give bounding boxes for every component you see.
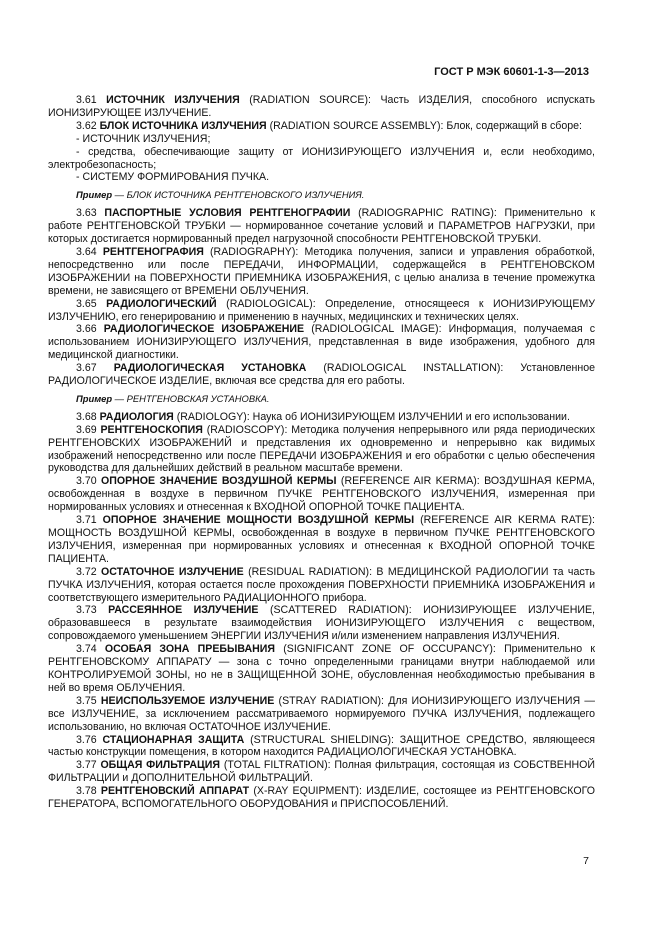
entry-3-62: 3.62 БЛОК ИСТОЧНИКА ИЗЛУЧЕНИЯ (RADIATION SOURCE ASSEMBLY): Блок, содержащий в сборе: — [76, 119, 582, 132]
list-item: - СИСТЕМУ ФОРМИРОВАНИЯ ПУЧКА. — [76, 171, 270, 184]
term: СТАЦИОНАРНАЯ ЗАЩИТА — [102, 733, 245, 746]
term: ОСОБАЯ ЗОНА ПРЕБЫВАНИЯ — [104, 643, 276, 656]
term: РАДИОЛОГИЧЕСКАЯ УСТАНОВКА — [113, 362, 307, 375]
term: РАДИОЛОГИЧЕСКОЕ ИЗОБРАЖЕНИЕ — [103, 323, 305, 336]
term: ИСТОЧНИК ИЗЛУЧЕНИЯ — [106, 94, 240, 106]
entry-3-61: 3.61 ИСТОЧНИК ИЗЛУЧЕНИЯ (RADIATION SOURCE): Часть ИЗДЕЛИЯ, способного испускать ИОНИЗИРУЮЩЕЕ ИЗЛУЧЕНИЕ. — [48, 94, 595, 119]
example-note: Пример — РЕНТГЕНОВСКАЯ УСТАНОВКА. — [76, 392, 270, 404]
document-body — [48, 94, 595, 811]
term: РАДИОЛОГИЯ — [99, 410, 174, 423]
term: РЕНТГЕНОГРАФИЯ — [102, 245, 204, 258]
term: РАССЕЯННОЕ ИЗЛУЧЕНИЕ — [108, 604, 259, 617]
term: ОПОРНОЕ ЗНАЧЕНИЕ ВОЗДУШНОЙ КЕРМЫ — [101, 475, 337, 488]
example-note: Пример — БЛОК ИСТОЧНИКА РЕНТГЕНОВСКОГО ИЗЛУЧЕНИЯ. — [76, 189, 365, 201]
term: ОПОРНОЕ ЗНАЧЕНИЕ МОЩНОСТИ ВОЗДУШНОЙ КЕРМЫ — [102, 514, 415, 527]
list-item: - ИСТОЧНИК ИЗЛУЧЕНИЯ; — [76, 132, 211, 145]
term: ОБЩАЯ ФИЛЬТРАЦИЯ — [100, 759, 221, 772]
entry-3-66: 3.66 РАДИОЛОГИЧЕСКОЕ ИЗОБРАЖЕНИЕ (RADIOLOGICAL IMAGE): Информация, получаемая с использованием ИОНИЗИРУЮЩЕГО ИЗЛУЧЕНИЯ, представленная в виде изображения, удобного для медицинской диагностики. — [48, 323, 596, 362]
entry-3-71: 3.71 ОПОРНОЕ ЗНАЧЕНИЕ МОЩНОСТИ ВОЗДУШНОЙ КЕРМЫ (REFERENCE AIR KERMA RATE): МОЩНОСТЬ ВОЗДУШНОЙ КЕРМЫ, освобожденная в воздухе в первичном ПУЧКЕ РЕНТГЕНОВСКОГО ИЗЛУЧЕНИЯ, измеренная при нормированных условиях и отнесенная к ВХОДНОЙ ОПОРНОЙ ТОЧКЕ ПАЦИЕНТА. — [48, 514, 595, 565]
entry-3-73: 3.73 РАССЕЯННОЕ ИЗЛУЧЕНИЕ (SCATTERED RADIATION): ИОНИЗИРУЮЩЕЕ ИЗЛУЧЕНИЕ, образовавшееся в результате взаимодействия ИОНИЗИРУЮЩЕГО ИЗЛУЧЕНИЯ с веществом, сопровождаемого уменьшением ЭНЕРГИИ ИЗЛУЧЕНИЯ и/или изменением направления ИЗЛУЧЕНИЯ. — [48, 604, 595, 643]
term: ПАСПОРТНЫЕ УСЛОВИЯ РЕНТГЕНОГРАФИИ — [104, 207, 351, 220]
page-number: 7 — [583, 855, 589, 867]
term: РАДИОЛОГИЧЕСКИЙ — [106, 297, 217, 310]
term: НЕИСПОЛЬЗУЕМОЕ ИЗЛУЧЕНИЕ — [100, 694, 275, 707]
term: РЕНТГЕНОВСКИЙ АППАРАТ — [100, 785, 250, 798]
entry-3-75: 3.75 НЕИСПОЛЬЗУЕМОЕ ИЗЛУЧЕНИЕ (STRAY RADIATION): Для ИОНИЗИРУЮЩЕГО ИЗЛУЧЕНИЯ — все ИЗЛУЧЕНИЕ, за исключением рассматриваемого нормируемого ПУЧКА ИЗЛУЧЕНИЯ, подлежащего использованию, но включая ОСТАТОЧНОЕ ИЗЛУЧЕНИЕ. — [48, 694, 595, 733]
entry-3-78: 3.78 РЕНТГЕНОВСКИЙ АППАРАТ (X-RAY EQUIPMENT): ИЗДЕЛИЕ, состоящее из РЕНТГЕНОВСКОГО ГЕНЕРАТОРА, ВСПОМОГАТЕЛЬНОГО ОБОРУДОВАНИЯ и ПРИСПОСОБЛЕНИЙ. — [48, 785, 595, 811]
entry-3-77: 3.77 ОБЩАЯ ФИЛЬТРАЦИЯ (TOTAL FILTRATION): Полная фильтрация, состоящая из СОБСТВЕННОЙ ФИЛЬТРАЦИИ и ДОПОЛНИТЕЛЬНОЙ ФИЛЬТРАЦИЙ. — [48, 759, 595, 785]
entry-3-76: 3.76 СТАЦИОНАРНАЯ ЗАЩИТА (STRUCTURAL SHIELDING): ЗАЩИТНОЕ СРЕДСТВО, являющееся частью конструкции помещения, в котором находится РАДИАЦИОЛОГИЧЕСКАЯ УСТАНОВКА. — [48, 733, 595, 759]
entry-3-72: 3.72 ОСТАТОЧНОЕ ИЗЛУЧЕНИЕ (RESIDUAL RADIATION): В МЕДИЦИНСКОЙ РАДИОЛОГИИ та часть ПУЧКА ИЗЛУЧЕНИЯ, которая остается после прохождения ПОВЕРХНОСТИ ПРИЕМНИКА ИЗОБРАЖЕНИЯ и соответствующего измерительного РАДИАЦИОННОГО прибора. — [48, 565, 596, 604]
term: РЕНТГЕНОСКОПИЯ — [100, 423, 203, 436]
entry-3-67: 3.67 РАДИОЛОГИЧЕСКАЯ УСТАНОВКА (RADIOLOGICAL INSTALLATION): Установленное РАДИОЛОГИЧЕСКОЕ ИЗДЕЛИЕ, включая все средства для его работы. — [48, 362, 595, 388]
entry-3-68: 3.68 РАДИОЛОГИЯ (RADIOLOGY): Наука об ИОНИЗИРУЮЩЕМ ИЗЛУЧЕНИИ и его использовании. — [76, 410, 570, 423]
entry-3-69: 3.69 РЕНТГЕНОСКОПИЯ (RADIOSCOPY): Методика получения непрерывного или ряда периодических РЕНТГЕНОВСКИХ ИЗОБРАЖЕНИЙ и представления их одновременно и непрерывно как видимых изображений непосредственно или после ПЕРЕДАЧИ ИЗОБРАЖЕНИЯ и его обработки с целью обеспечения руководства для дальнейших действий в реальном масштабе времени. — [48, 423, 595, 475]
entry-3-63: 3.63 ПАСПОРТНЫЕ УСЛОВИЯ РЕНТГЕНОГРАФИИ (RADIOGRAPHIC RATING): Применительно к работе РЕНТГЕНОВСКОЙ ТРУБКИ — нормированное сочетание условий и ПАРАМЕТРОВ НАГРУЗКИ, при которых достигается нормированный предел нагрузочной способности РЕНТГЕНОВСКОЙ ТРУБКИ. — [48, 207, 596, 246]
entry-3-65: 3.65 РАДИОЛОГИЧЕСКИЙ (RADIOLOGICAL): Определение, относящееся к ИОНИЗИРУЮЩЕМУ ИЗЛУЧЕНИЮ, его генерированию и применению в научных, медицинских и технических целях. — [48, 297, 595, 323]
list-item: - средства, обеспечивающие защиту от ИОНИЗИРУЮЩЕГО ИЗЛУЧЕНИЯ и, если необходимо, электробезопасность; — [48, 145, 595, 171]
entry-3-74: 3.74 ОСОБАЯ ЗОНА ПРЕБЫВАНИЯ (SIGNIFICANT ZONE OF OCCUPANCY): Применительно к РЕНТГЕНОВСКОМУ АППАРАТУ — зона с точно определенными границами внутри наблюдаемой или КОНТРОЛИРУЕМОЙ ЗОНЫ, но не в ЗАЩИЩЕННОЙ ЗОНЕ, обусловленная необходимостью пребывания в ней во время ОБЛУЧЕНИЯ. — [48, 643, 595, 694]
term: ОСТАТОЧНОЕ ИЗЛУЧЕНИЕ — [101, 565, 244, 578]
entry-3-64: 3.64 РЕНТГЕНОГРАФИЯ (RADIOGRAPHY): Методика получения, записи и управления обработкой, непосредственно или после ПЕРЕДАЧИ, ИНФОРМАЦИИ, содержащейся в РЕНТГЕНОВСКОМ ИЗОБРАЖЕНИИ на ПОВЕРХНОСТИ ПРИЕМНИКА ИЗОБРАЖЕНИЯ, с целью анализа в течение промежутка времени, не зависящего от ВРЕМЕНИ ОБЛУЧЕНИЯ. — [48, 245, 595, 297]
document-header: ГОСТ Р МЭК 60601-1-3—2013 — [434, 66, 589, 78]
term: БЛОК ИСТОЧНИКА ИЗЛУЧЕНИЯ — [99, 119, 267, 132]
entry-3-70: 3.70 ОПОРНОЕ ЗНАЧЕНИЕ ВОЗДУШНОЙ КЕРМЫ (REFERENCE AIR KERMA): ВОЗДУШНАЯ КЕРМА, освобожденная в воздухе в первичном ПУЧКЕ РЕНТГЕНОВСКОГО ИЗЛУЧЕНИЯ, измеренная при нормированных условиях и отнесенная к ВХОДНОЙ ОПОРНОЙ ТОЧКЕ ПАЦИЕНТА. — [48, 475, 595, 514]
